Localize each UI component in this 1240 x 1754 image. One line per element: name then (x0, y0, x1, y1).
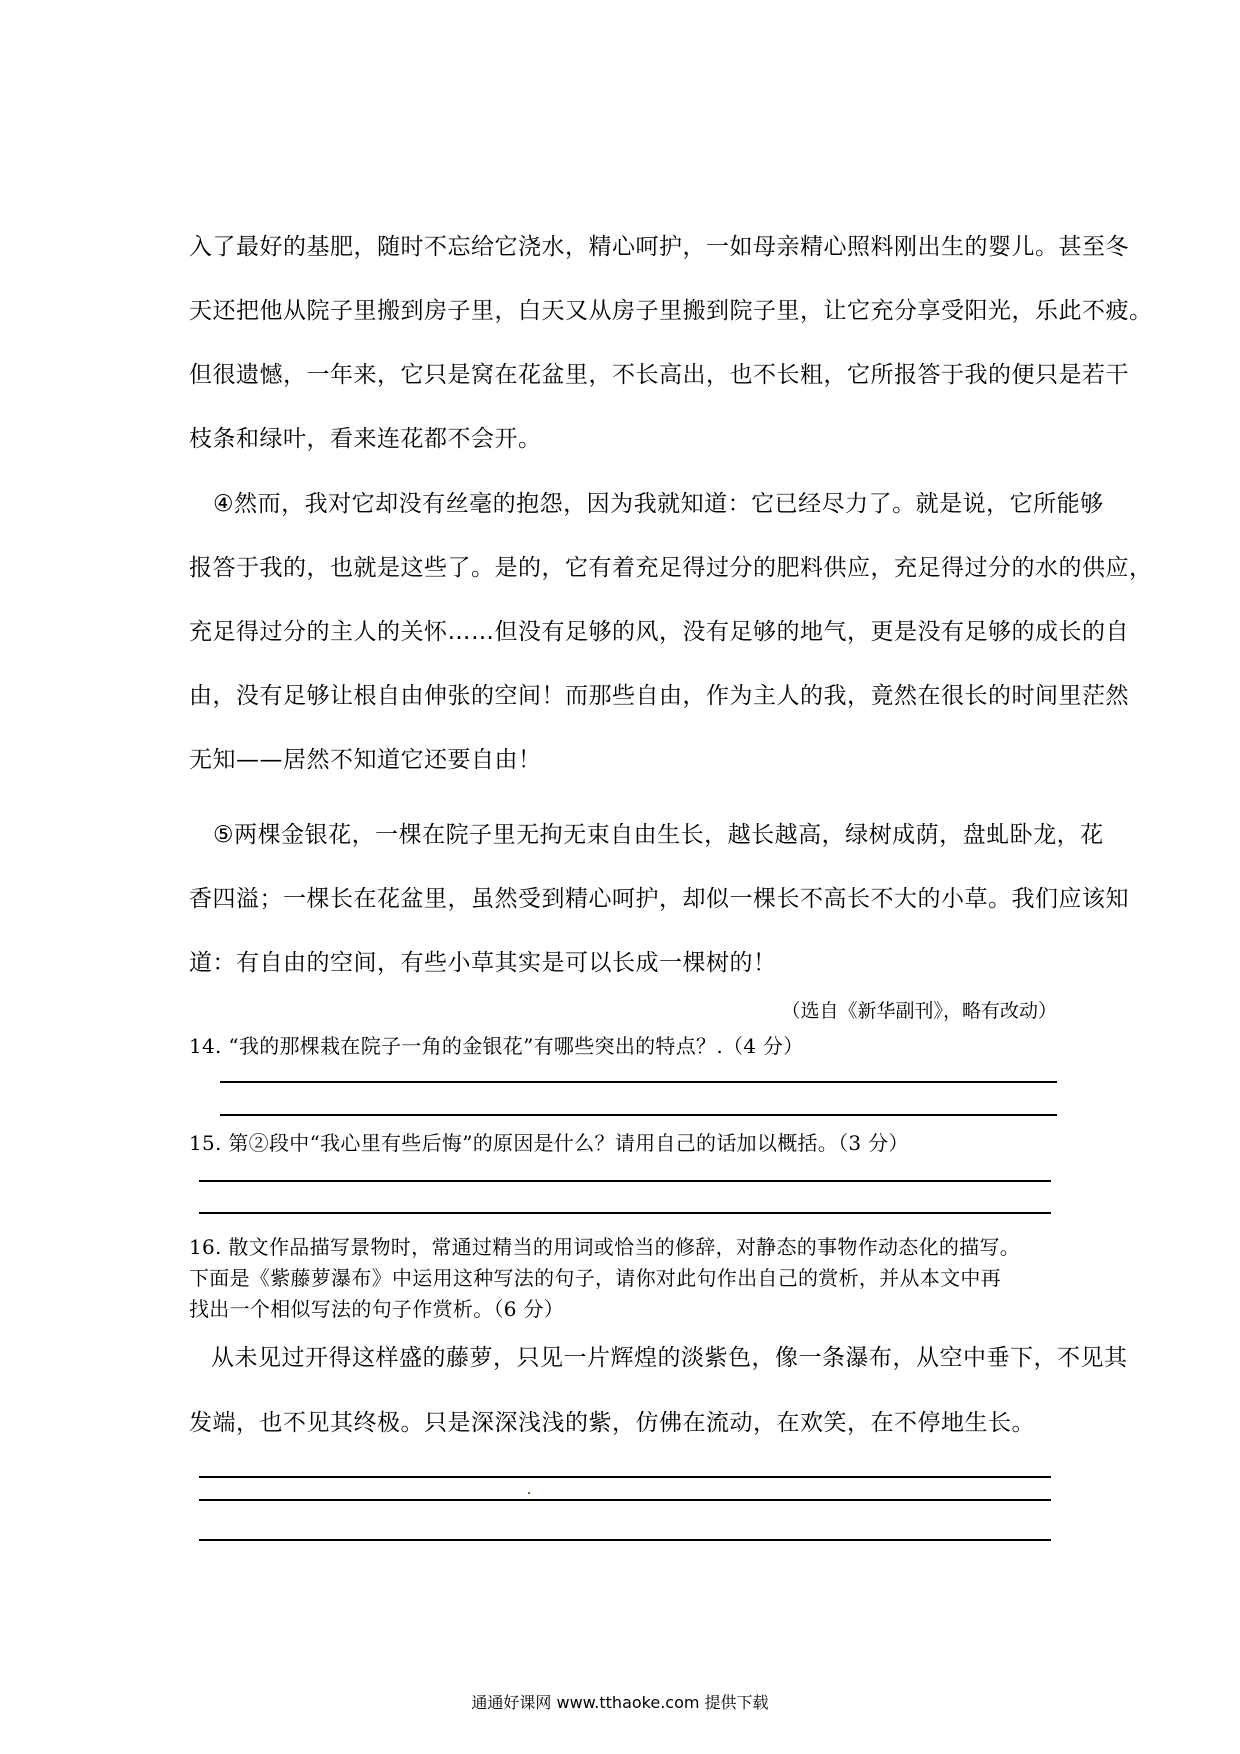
question-16: 找出一个相似写法的句子作赏析。（6 分） (189, 1297, 565, 1321)
passage-source: （选自《新华副刊》，略有改动） (781, 1000, 1057, 1022)
passage-line: 但很遗憾，一年来，它只是窝在花盆里，不长高出，也不长粗，它所报答于我的便只是若干 (189, 362, 1129, 388)
passage-line: 天还把他从院子里搬到房子里，白天又从房子里搬到院子里，让它充分享受阳光，乐此不疲。 (189, 298, 1153, 324)
passage-line: 报答于我的，也就是这些了。是的，它有着充足得过分的肥料供应，充足得过分的水的供应， (189, 555, 1153, 581)
passage-line: 充足得过分的主人的关怀……但没有足够的风，没有足够的地气，更是没有足够的成长的自 (189, 619, 1129, 645)
answer-line (199, 1476, 1051, 1478)
question-16: 16. 散文作品描写景物时，常通过精当的用词或恰当的修辞，对静态的事物作动态化的描写。 (189, 1235, 1021, 1259)
answer-line (199, 1539, 1051, 1541)
passage-line: ⑤两棵金银花，一棵在院子里无拘无束自由生长，越长越高，绿树成荫，盘虬卧龙，花 (213, 822, 1104, 848)
quoted-sentence: 发端，也不见其终极。只是深深浅浅的紫，仿佛在流动，在欢笑，在不停地生长。 (189, 1410, 1035, 1436)
ink-speck (528, 1492, 530, 1494)
answer-line (220, 1081, 1057, 1083)
passage-line: 无知——居然不知道它还要自由！ (189, 747, 542, 773)
passage-line: 枝条和绿叶，看来连花都不会开。 (189, 426, 542, 452)
question-15: 15. 第②段中“我心里有些后悔”的原因是什么？请用自己的话加以概括。（3 分） (189, 1131, 909, 1155)
page-footer: 通通好课网 www.tthaoke.com 提供下载 (471, 1693, 769, 1712)
question-14: 14. “我的那棵栽在院子一角的金银花”有哪些突出的特点？.（4 分） (189, 1034, 804, 1058)
passage-line: 入了最好的基肥，随时不忘给它浇水，精心呵护，一如母亲精心照料刚出生的婴儿。甚至冬 (189, 234, 1129, 260)
answer-line (199, 1180, 1051, 1182)
passage-line: 香四溢；一棵长在花盆里，虽然受到精心呵护，却似一棵长不高长不大的小草。我们应该知 (189, 886, 1129, 912)
passage-line: 道：有自由的空间，有些小草其实是可以长成一棵树的！ (189, 950, 777, 976)
quoted-sentence: 从未见过开得这样盛的藤萝，只见一片辉煌的淡紫色，像一条瀑布，从空中垂下，不见其 (211, 1345, 1128, 1371)
passage-line: 由，没有足够让根自由伸张的空间！而那些自由，作为主人的我，竟然在很长的时间里茫然 (189, 683, 1129, 709)
answer-line (199, 1212, 1051, 1214)
question-16: 下面是《紫藤萝瀑布》中运用这种写法的句子，请你对此句作出自己的赏析，并从本文中再 (189, 1266, 1001, 1290)
passage-line: ④然而，我对它却没有丝毫的抱怨，因为我就知道：它已经尽力了。就是说，它所能够 (213, 491, 1104, 517)
answer-line (220, 1114, 1057, 1116)
answer-line (199, 1499, 1051, 1501)
